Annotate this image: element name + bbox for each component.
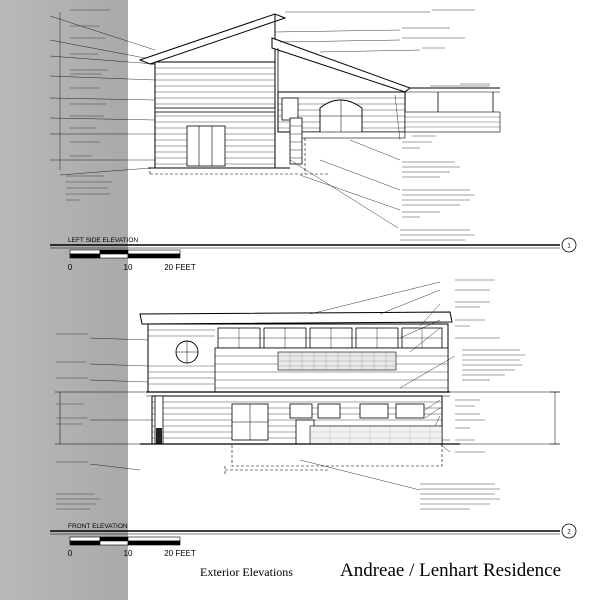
lower-window-4: [360, 404, 388, 418]
elevation-number-1: 1: [567, 243, 571, 250]
stone-base: [310, 426, 442, 444]
patio-door: [187, 126, 225, 166]
sheet-title: Andreae / Lenhart Residence: [340, 560, 562, 581]
left-side-elevation: [50, 12, 500, 228]
front-roof: [140, 312, 452, 324]
front-elevation: [55, 282, 560, 490]
scale-bar-1: [68, 250, 196, 272]
scale-label-10-b: 10: [123, 549, 133, 558]
scale-bar-2: [68, 537, 196, 558]
scale-label-0-b: 0: [67, 549, 73, 558]
lower-window-5: [396, 404, 424, 418]
lower-roof: [272, 38, 410, 92]
upper-roof: [140, 14, 285, 64]
scale-label-10: 10: [123, 263, 133, 272]
scale-label-20: 20 FEET: [164, 263, 196, 272]
lower-window-3: [318, 404, 340, 418]
lower-window-2: [290, 404, 312, 418]
elevation-number-2: 2: [567, 529, 571, 536]
elevation-label-1: LEFT SIDE ELEVATION: [68, 237, 139, 244]
title-bar-2: [50, 523, 576, 538]
scale-label-0: 0: [67, 263, 73, 272]
scale-label-20-b: 20 FEET: [164, 549, 196, 558]
elevation-label-2: FRONT ELEVATION: [68, 523, 128, 530]
sheet-subtitle: Exterior Elevations: [200, 565, 293, 579]
